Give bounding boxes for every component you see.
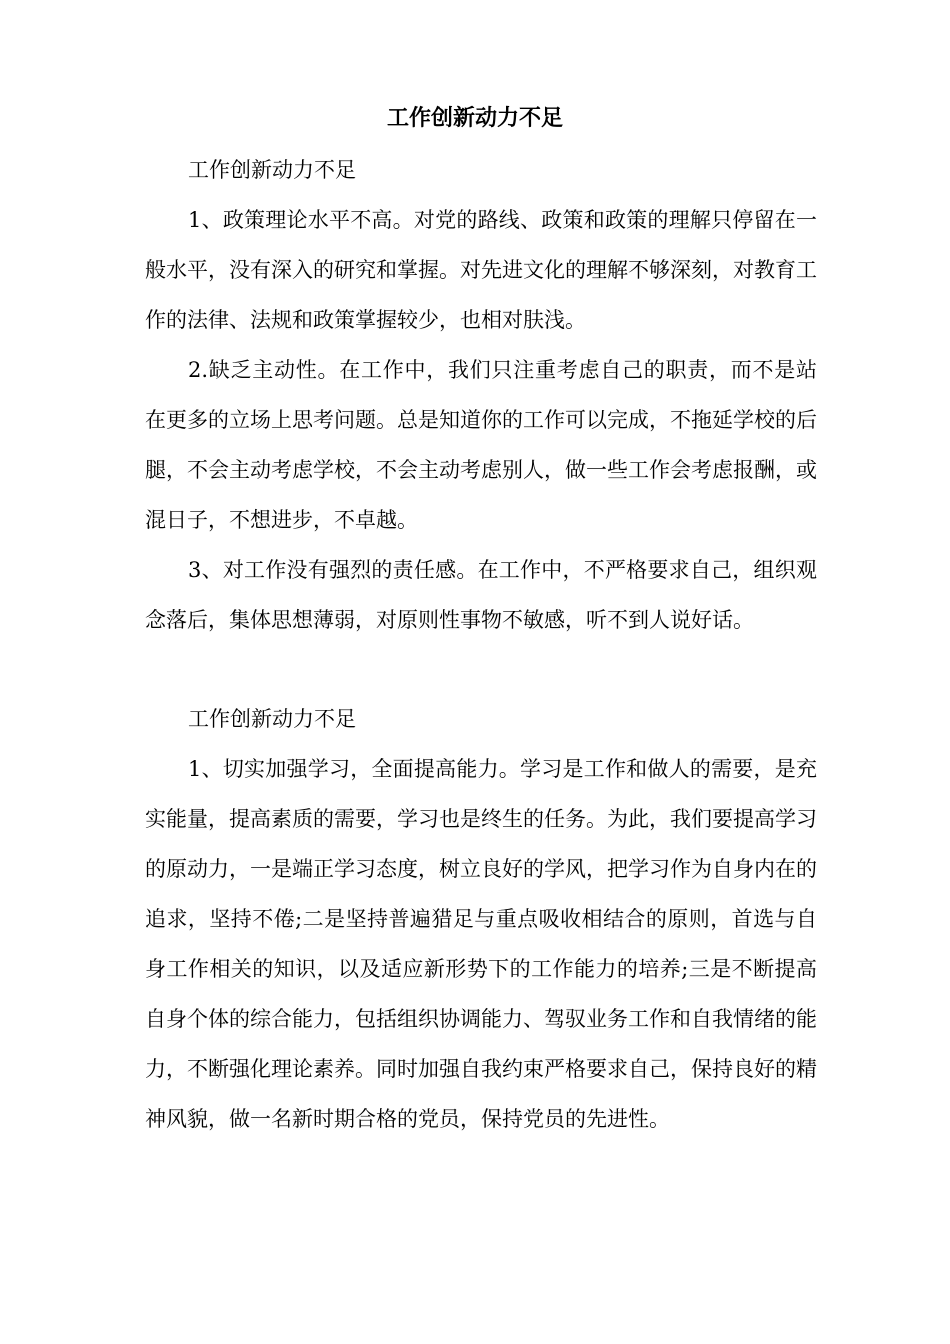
section-2-heading: 工作创新动力不足 — [188, 707, 356, 731]
document-title: 工作创新动力不足 — [386, 105, 563, 131]
section-1-paragraph-3: 3、对工作没有强烈的责任感。在工作中，不严格要求自己，组织观念落后，集体思想薄弱，对原则性事物不敏感，听不到人说好话。 — [145, 558, 817, 632]
section-1-paragraph-2: 2.缺乏主动性。在工作中，我们只注重考虑自己的职责，而不是站在更多的立场上思考问题。总是知道你的工作可以完成，不拖延学校的后腿，不会主动考虑学校，不会主动考虑别人，做一些工作会考虑报酬，或混日子，不想进步，不卓越。 — [145, 358, 817, 532]
section-1-paragraph-1: 1、政策理论水平不高。对党的路线、政策和政策的理解只停留在一般水平，没有深入的研究和掌握。对先进文化的理解不够深刻，对教育工作的法律、法规和政策掌握较少，也相对肤浅。 — [145, 208, 817, 332]
section-1-heading: 工作创新动力不足 — [188, 158, 356, 182]
section-2-paragraph-1: 1、切实加强学习，全面提高能力。学习是工作和做人的需要，是充实能量，提高素质的需要，学习也是终生的任务。为此，我们要提高学习的原动力，一是端正学习态度，树立良好的学风，把学习作为自身内在的追求，坚持不倦;二是坚持普遍猎足与重点吸收相结合的原则，首选与自身工作相关的知识，以及适应新形势下的工作能力的培养;三是不断提高自身个体的综合能力，包括组织协调能力、驾驭业务工作和自我情绪的能力，不断强化理论素养。同时加强自我约束严格要求自己，保持良好的精神风貌，做一名新时期合格的党员，保持党员的先进性。 — [145, 757, 817, 1131]
